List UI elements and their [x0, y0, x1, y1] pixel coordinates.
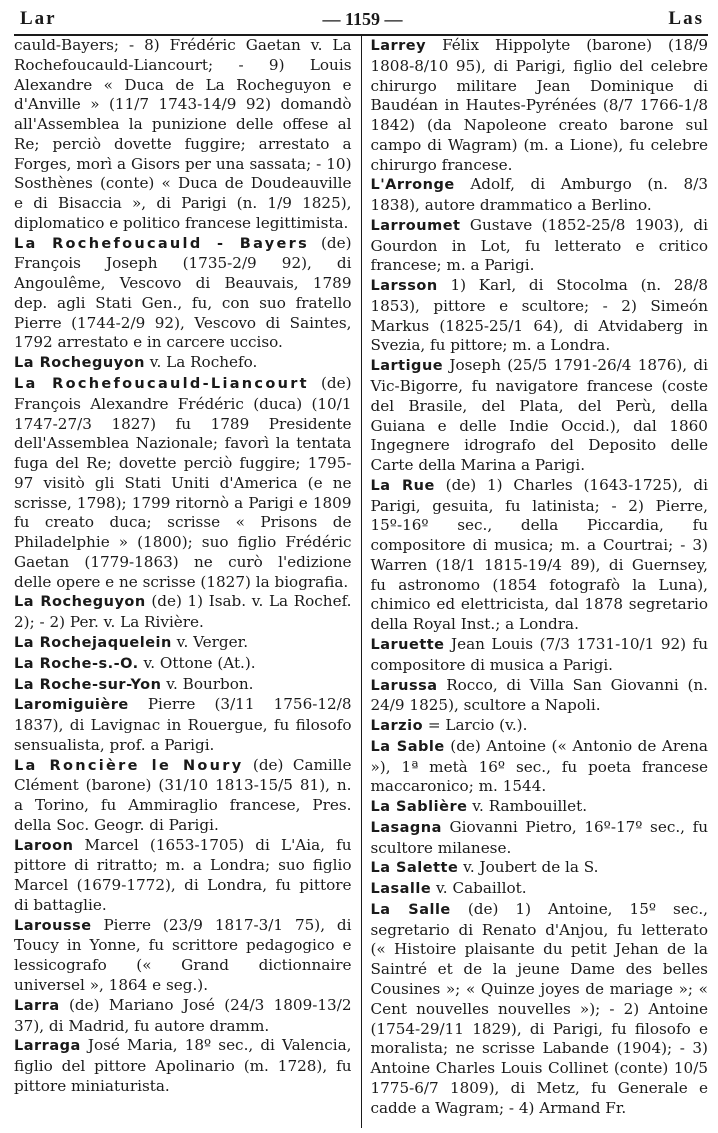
entry-headword: Laromiguière: [14, 697, 129, 714]
entry-text: (de) 1) Charles (1643-1725), di Parigi, gesuita, fu latinista; - 2) Pierre, 15º-16º sec., della Piccardia, fu compositore di musica; m. a Courtrai; - 3) Warren (18/1 1815-19/4 89), di Guernsey, fu astronomo (1854 fotografò la Luna), chimico ed elettricista, dal 1878 segretario della Royal Inst.; a Londra.: [370, 475, 708, 634]
dictionary-entry: [14, 592, 352, 633]
entry-headword: La Sablière: [370, 799, 468, 816]
dictionary-entry: [14, 756, 352, 836]
entry-text: v. Cabaillot.: [436, 879, 527, 898]
entry-headword: La Rochefoucauld-Liancourt: [14, 376, 309, 393]
dictionary-entry: [14, 836, 352, 916]
entry-headword: Larousse: [14, 917, 92, 934]
entry-text: v. Bourbon.: [166, 674, 254, 693]
entry-text: v. Joubert de la S.: [463, 858, 599, 877]
left-column: [14, 36, 361, 1128]
entry-text: Adolf, di Amburgo (n. 8/3 1838), autore drammatico a Berlino.: [370, 175, 708, 215]
dictionary-entry: [370, 175, 708, 216]
right-column: [361, 36, 708, 1128]
header-right-word: Las: [668, 8, 704, 29]
entry-headword: Larussa: [370, 677, 438, 694]
entry-text: Marcel (1653-1705) di L'Aia, fu pittore di ritratto; m. a Londra; suo figlio Marcel (1679-1772), di Londra, fu pittore di battaglie.: [14, 835, 352, 914]
entry-text: Joseph (25/5 1791-26/4 1876), di Vic-Bigorre, fu navigatore francese (coste del Brasile, del Plata, del Perù, della Guiana e delle Indie Occid.), dal 1860 Ingegnere idrografo del Deposito delle Carte della Marina a Parigi.: [370, 356, 708, 475]
entry-text: (de) François Alexandre Frédéric (duca) (10/1 1747-27/3 1827) fu 1789 Presidente dell'Assemblea Nazionale; favorì la tentata fuga del Re; dovette perciò fuggire; 1795-97 visitò gli Stati Uniti d'America (e ne scrisse, 1798); 1799 ritornò a Parigi e 1809 fu creato duca; scrisse « Prisons de Philadelphie » (1800); suo figlio Frédéric Gaetan (1779-1863) ne curò l'edizione delle opere e ne scrisse (1827) la biografia.: [14, 374, 352, 591]
entry-headword: L'Arronge: [370, 177, 455, 194]
entry-text: (de) Camille Clément (barone) (31/10 1813-15/5 81), n. a Torino, fu Ammiraglio francese, Pres. della Soc. Geogr. di Parigi.: [14, 755, 352, 834]
entry-headword: La Salle: [370, 901, 451, 918]
dictionary-entry: [370, 879, 708, 900]
entry-text: Gustave (1852-25/8 1903), di Gourdon in Lot, fu letterato e critico francese; m. a Parigi.: [370, 215, 708, 275]
entry-text: cauld-Bayers; - 8) Frédéric Gaetan v. La Rochefoucauld-Liancourt; - 9) Louis Alexandre « Duca de La Rocheguyon e d'Anville » (11/7 1743-14/9 92) domandò all'Assemblea la punizione delle offese al Re; perciò dovette fuggire; arrestato a Forges, morì a Gisors per una sassata; - 10) Sosthènes (conte) « Duca de Doudeauville e di Bisaccia », di Parigi (n. 1/9 1825), diplomatico e politico francese legittimista.: [14, 36, 352, 232]
entry-headword: Larraga: [14, 1038, 81, 1055]
entry-text: (de) 1) Antoine, 15º sec., segretario di Renato d'Anjou, fu letterato (« Histoire plaisante du petit Jehan de la Saintré et de la jeune Dame des belles Cousines »; « Quinze joyes de mariage »; « Cent nouvelles nouvelles »); - 2) Antoine (1754-29/11 1829), di Parigi, fu filosofo e moralista; ne scrisse Labande (1904); - 3) Antoine Charles Louis Collinet (conte) 10/5 1775-6/7 1809), di Metz, fu Generale e cadde a Wagram; - 4) Armand Fr.: [370, 899, 708, 1117]
entry-text: Rocco, di Villa San Giovanni (n. 24/9 1825), scultore a Napoli.: [370, 675, 708, 715]
dictionary-entry: [14, 996, 352, 1037]
dictionary-entry: [370, 737, 708, 797]
entry-headword: Laruette: [370, 636, 445, 653]
dictionary-entry: [14, 353, 352, 374]
dictionary-entry: [14, 695, 352, 755]
dictionary-entry: [370, 676, 708, 717]
dictionary-entry: [14, 36, 352, 234]
entry-headword: Larrey: [370, 38, 427, 54]
entry-text: (de) Mariano José (24/3 1809-13/2 37), di Madrid, fu autore dramm.: [14, 995, 352, 1035]
entry-headword: Lasalle: [370, 881, 432, 898]
dictionary-entry: [14, 654, 352, 675]
dictionary-entry: [370, 36, 708, 175]
entry-headword: Lartigue: [370, 358, 444, 375]
dictionary-entry: [370, 276, 708, 356]
running-head: [14, 4, 708, 34]
entry-text: 1) Karl, di Stocolma (n. 28/8 1853), pittore e scultore; - 2) Simeón Markus (1825-25/1 64), di Atvidaberg in Svezia, fu pittore; m. a Londra.: [370, 276, 708, 355]
entry-headword: La Roncière le Noury: [14, 757, 244, 774]
entry-text: Jean Louis (7/3 1731-10/1 92) fu compositore di musica a Parigi.: [370, 634, 708, 674]
entry-headword: La Rochejaquelein: [14, 634, 172, 651]
entry-headword: La Rocheguyon: [14, 594, 146, 611]
page-number: — 1159 —: [322, 8, 403, 29]
entry-headword: La Roche-s.-O.: [14, 655, 139, 672]
dictionary-entry: [14, 374, 352, 592]
entry-text: = Larcio (v.).: [427, 716, 528, 735]
entry-headword: Larra: [14, 997, 60, 1014]
entry-headword: La Salette: [370, 860, 459, 877]
dictionary-entry: [370, 635, 708, 676]
dictionary-entry: [370, 356, 708, 476]
entry-headword: Larzio: [370, 718, 424, 735]
entry-headword: La Rochefoucauld - Bayers: [14, 235, 309, 252]
entry-text: Félix Hippolyte (barone) (18/9 1808-8/10 95), di Parigi, figlio del celebre chirurgo militare Jean Dominique di Baudéan in Hautes-Pyrénées (8/7 1766-1/8 1842) (da Napoleone creato barone sul campo di Wagram) (m. a Lione), fu celebre chirurgo francese.: [370, 36, 708, 174]
dictionary-entry: [14, 1036, 352, 1096]
entry-headword: La Rocheguyon: [14, 355, 145, 372]
dictionary-entry: [370, 476, 708, 635]
entry-headword: La Rue: [370, 477, 435, 494]
entry-headword: Laroon: [14, 837, 74, 854]
entry-text: (de) Antoine (« Antonio de Arena »), 1ª metà 16º sec., fu poeta francese maccaronico; m. 1544.: [370, 736, 708, 796]
entry-text: (de) 1) Isab. v. La Rochef. 2); - 2) Per. v. La Rivière.: [14, 592, 352, 632]
dictionary-entry: [370, 797, 708, 818]
dictionary-entry: [14, 916, 352, 996]
entry-text: v. Verger.: [176, 632, 249, 651]
entry-headword: Larsson: [370, 278, 438, 295]
entry-text: Giovanni Pietro, 16º-17º sec., fu scultore milanese.: [370, 817, 708, 857]
entry-headword: La Roche-sur-Yon: [14, 676, 162, 693]
entry-text: (de) François Joseph (1735-2/9 92), di Angoulême, Vescovo di Beauvais, 1789 dep. agli Stati Gen., fu, con suo fratello Pierre (1744-2/9 92), Vescovo di Saintes, 1792 arrestato e in carcere ucciso.: [14, 233, 352, 352]
entry-headword: Lasagna: [370, 819, 442, 836]
dictionary-entry: [370, 716, 708, 737]
dictionary-entry: [370, 216, 708, 276]
dictionary-entry: [14, 234, 352, 354]
header-left-word: Lar: [20, 8, 57, 29]
dictionary-entry: [370, 900, 708, 1118]
dictionary-entry: [370, 818, 708, 859]
entry-text: v. Ottone (At.).: [143, 653, 256, 672]
dictionary-entry: [14, 675, 352, 696]
entry-text: v. Rambouillet.: [472, 797, 588, 816]
entry-headword: Larroumet: [370, 217, 461, 234]
dictionary-entry: [14, 633, 352, 654]
two-column-body: [14, 36, 708, 1128]
entry-text: Pierre (3/11 1756-12/8 1837), di Lavignac in Rouergue, fu filosofo sensualista, prof. a Parigi.: [14, 695, 352, 754]
entry-text: José Maria, 18º sec., di Valencia, figlio del pittore Apolinario (m. 1728), fu pittore miniaturista.: [14, 1036, 352, 1095]
entry-text: v. La Rochefo.: [149, 353, 258, 372]
entry-headword: La Sable: [370, 738, 445, 755]
dictionary-entry: [370, 858, 708, 879]
entry-text: Pierre (23/9 1817-3/1 75), di Toucy in Yonne, fu scrittore pedagogico e lessicografo (« Grand dictionnaire universel », 1864 e seg.).: [14, 915, 352, 994]
